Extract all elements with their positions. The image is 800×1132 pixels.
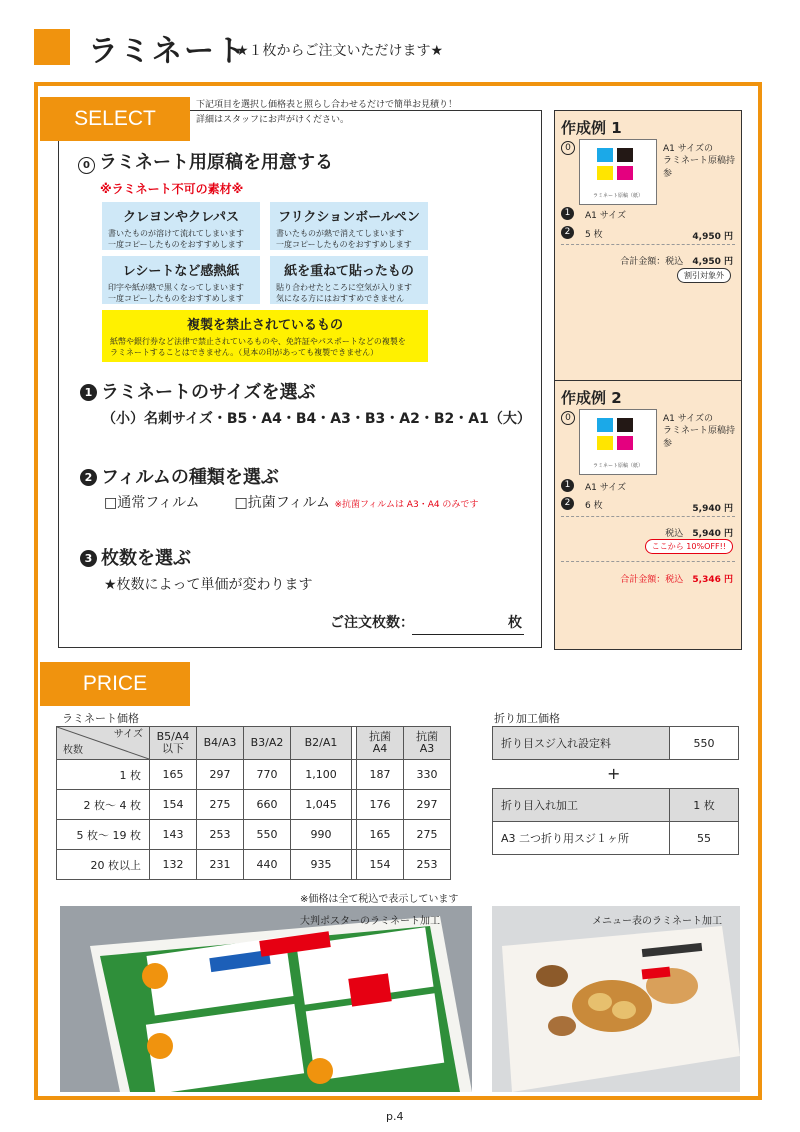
menu-photo bbox=[492, 906, 740, 1092]
fold-unit: 1 枚 bbox=[670, 789, 739, 822]
ng-item-desc: 貼り合わせたところに空気が入ります bbox=[276, 283, 412, 292]
corner-qty-label: 枚数 bbox=[63, 745, 83, 756]
example-step0-icon: 0 bbox=[561, 141, 575, 155]
step2-title: フィルムの種類を選ぶ bbox=[101, 467, 279, 488]
fold-setup-table bbox=[492, 726, 739, 760]
example-title: 作成例 2 bbox=[561, 389, 622, 407]
step0-title: ラミネート用原稿を用意する bbox=[99, 152, 333, 173]
table-row: 5 枚～ 19 枚 143 253 550 990 165 275 bbox=[57, 820, 451, 850]
poster-illustration bbox=[60, 906, 472, 1092]
discount-badge: ここから 10%OFF!! bbox=[645, 539, 733, 554]
example-title: 作成例 1 bbox=[561, 119, 622, 137]
price-table-title: ラミネート価格 bbox=[62, 712, 139, 725]
cmyk-black bbox=[617, 148, 633, 162]
price-table bbox=[56, 726, 451, 880]
example-qty-price: 5,940 円 bbox=[692, 504, 733, 514]
cmyk-yellow bbox=[597, 436, 613, 450]
ng-item-desc: 一度コピーしたものをおすすめします bbox=[108, 294, 244, 303]
col-header: B3/A2 bbox=[244, 727, 291, 760]
example-total: 4,950 円 bbox=[692, 257, 733, 267]
example-tax-label: 税込 bbox=[665, 529, 684, 539]
example-1-panel bbox=[554, 110, 742, 382]
example-desc: A1 サイズの bbox=[663, 144, 714, 154]
order-label: ご注文枚数： bbox=[330, 615, 414, 631]
order-quantity-field[interactable] bbox=[412, 634, 524, 635]
example-total-row bbox=[620, 249, 733, 268]
page-subtitle: ★１枚からご注文いただけます★ bbox=[236, 43, 444, 59]
step2-number: 2 bbox=[80, 469, 97, 486]
no-discount-badge: 割引対象外 bbox=[677, 268, 731, 283]
example-qty: 6 枚 bbox=[585, 501, 603, 511]
ng-item-desc: 書いたものが溶けて流れてしまいます bbox=[108, 229, 244, 238]
select-hint-1: 下記項目を選択し価格表と照らし合わせるだけで簡単お見積り！ bbox=[196, 100, 458, 110]
manuscript-card bbox=[579, 409, 657, 475]
example-size: A1 サイズ bbox=[585, 483, 627, 493]
example-2-panel bbox=[554, 380, 742, 650]
step0-number: 0 bbox=[78, 157, 95, 174]
example-total-label: 合計金額：税込 bbox=[620, 575, 684, 585]
example-tax-row bbox=[665, 521, 733, 540]
example-tax-price: 5,940 円 bbox=[692, 529, 733, 539]
plus-sign: + bbox=[607, 764, 621, 783]
ng-item-desc: 書いたものが熱で消えてしまいます bbox=[276, 229, 404, 238]
card-caption: ラミネート原稿（紙） bbox=[592, 463, 643, 469]
ng-item-desc: 一度コピーしたものをおすすめします bbox=[276, 240, 412, 249]
forbidden-title: 複製を禁止されているもの bbox=[186, 318, 343, 333]
size-list: （小）名刺サイズ・B5・A4・B4・A3・B3・A2・B2・A1（大） bbox=[102, 411, 531, 427]
col-header: 抗菌 A3 bbox=[404, 727, 451, 760]
title-marker bbox=[34, 29, 70, 65]
ng-item bbox=[102, 202, 260, 250]
corner-cell bbox=[57, 727, 150, 760]
ng-item bbox=[270, 256, 428, 304]
step1-number: 1 bbox=[80, 384, 97, 401]
ng-item-desc: 気になる方にはおすすめできません bbox=[276, 294, 405, 303]
ng-item-desc: 一度コピーしたものをおすすめします bbox=[108, 240, 244, 249]
manuscript-card bbox=[579, 139, 657, 205]
example-step0-icon: 0 bbox=[561, 411, 575, 425]
example-qty-price: 4,950 円 bbox=[692, 232, 733, 242]
example-total-row bbox=[620, 567, 733, 586]
forbidden-desc: ラミネートすることはできません。（見本の印があっても複製できません） bbox=[110, 348, 379, 357]
example-divider bbox=[561, 244, 735, 245]
cmyk-magenta bbox=[617, 436, 633, 450]
price-tab: PRICE bbox=[40, 662, 190, 706]
step3-title: 枚数を選ぶ bbox=[101, 548, 191, 569]
cmyk-yellow bbox=[597, 166, 613, 180]
col-header: B4/A3 bbox=[197, 727, 244, 760]
fold-a3-price: 55 bbox=[670, 822, 739, 855]
example-step2-icon: 2 bbox=[561, 497, 574, 510]
cmyk-magenta bbox=[617, 166, 633, 180]
table-row: 20 枚以上 132 231 440 935 154 253 bbox=[57, 850, 451, 880]
card-caption: ラミネート原稿（紙） bbox=[592, 193, 643, 199]
page-number: p.4 bbox=[386, 1110, 404, 1123]
cmyk-black bbox=[617, 418, 633, 432]
page-title: ラミネート bbox=[88, 34, 248, 69]
ng-item bbox=[102, 256, 260, 304]
tax-note: ※価格は全て税込で表示しています bbox=[300, 894, 459, 905]
table-row: 2 枚～ 4 枚 154 275 660 1,045 176 297 bbox=[57, 790, 451, 820]
corner-size-label: サイズ bbox=[113, 729, 143, 740]
poster-caption: 大判ポスターのラミネート加工 bbox=[300, 916, 440, 927]
fold-setup-label: 折り目スジ入れ設定料 bbox=[493, 727, 670, 760]
poster-photo bbox=[60, 906, 472, 1092]
example-total-label: 合計金額：税込 bbox=[620, 257, 684, 267]
menu-caption: メニュー表のラミネート加工 bbox=[592, 916, 722, 927]
ng-item-title: レシートなど感熱紙 bbox=[122, 264, 240, 279]
example-desc: A1 サイズの bbox=[663, 414, 714, 424]
fold-title: 折り加工価格 bbox=[494, 712, 560, 725]
ng-item-desc: 印字や紙が熱で黒くなってしまいます bbox=[108, 283, 244, 292]
film-option-antibacterial[interactable]: □抗菌フィルム bbox=[234, 495, 331, 511]
menu-illustration bbox=[492, 906, 740, 1092]
ng-item-title: クレヨンやクレパス bbox=[122, 210, 240, 225]
example-total: 5,346 円 bbox=[692, 575, 733, 585]
example-step1-icon: 1 bbox=[561, 207, 574, 220]
col-header: B2/A1 bbox=[291, 727, 352, 760]
select-hint-2: 詳細はスタッフにお声がけください。 bbox=[196, 115, 350, 125]
step3-number: 3 bbox=[80, 550, 97, 567]
example-desc: ラミネート原稿持参 bbox=[663, 426, 736, 449]
step1-heading bbox=[80, 378, 316, 404]
example-divider bbox=[561, 516, 735, 517]
cmyk-cyan bbox=[597, 418, 613, 432]
step3-heading bbox=[80, 544, 191, 570]
select-tab: SELECT bbox=[40, 97, 190, 141]
example-qty: 5 枚 bbox=[585, 230, 603, 240]
step2-heading bbox=[80, 463, 279, 489]
step1-title: ラミネートのサイズを選ぶ bbox=[101, 382, 316, 403]
film-note: ※抗菌フィルムは A3・A4 のみです bbox=[334, 500, 479, 510]
example-step1-icon: 1 bbox=[561, 479, 574, 492]
example-desc: ラミネート原稿持参 bbox=[663, 156, 736, 179]
cmyk-cyan bbox=[597, 148, 613, 162]
col-header: B5/A4 以下 bbox=[150, 727, 197, 760]
film-option-normal[interactable]: □通常フィルム bbox=[104, 495, 200, 511]
step0-heading bbox=[78, 148, 333, 174]
forbidden-box bbox=[102, 310, 428, 362]
order-unit: 枚 bbox=[508, 615, 522, 631]
ng-item-title: 紙を重ねて貼ったもの bbox=[284, 264, 414, 279]
table-row: 1 枚 165 297 770 1,100 187 330 bbox=[57, 760, 451, 790]
ng-title: ※ラミネート不可の素材※ bbox=[100, 182, 244, 196]
col-header: 抗菌 A4 bbox=[357, 727, 404, 760]
film-options bbox=[104, 492, 478, 512]
fold-a3-label: A3 二つ折り用スジ１ヶ所 bbox=[493, 822, 670, 855]
ng-item-title: フリクションボールペン bbox=[278, 210, 420, 225]
quantity-note: ★枚数によって単価が変わります bbox=[104, 577, 313, 593]
example-step2-icon: 2 bbox=[561, 226, 574, 239]
fold-setup-price: 550 bbox=[670, 727, 739, 760]
fold-table bbox=[492, 788, 739, 855]
example-size: A1 サイズ bbox=[585, 211, 627, 221]
ng-item bbox=[270, 202, 428, 250]
example-divider bbox=[561, 561, 735, 562]
forbidden-desc: 紙幣や銀行券など法律で禁止されているものや、免許証やパスポートなどの複製を bbox=[110, 337, 406, 346]
fold-label: 折り目入れ加工 bbox=[493, 789, 670, 822]
